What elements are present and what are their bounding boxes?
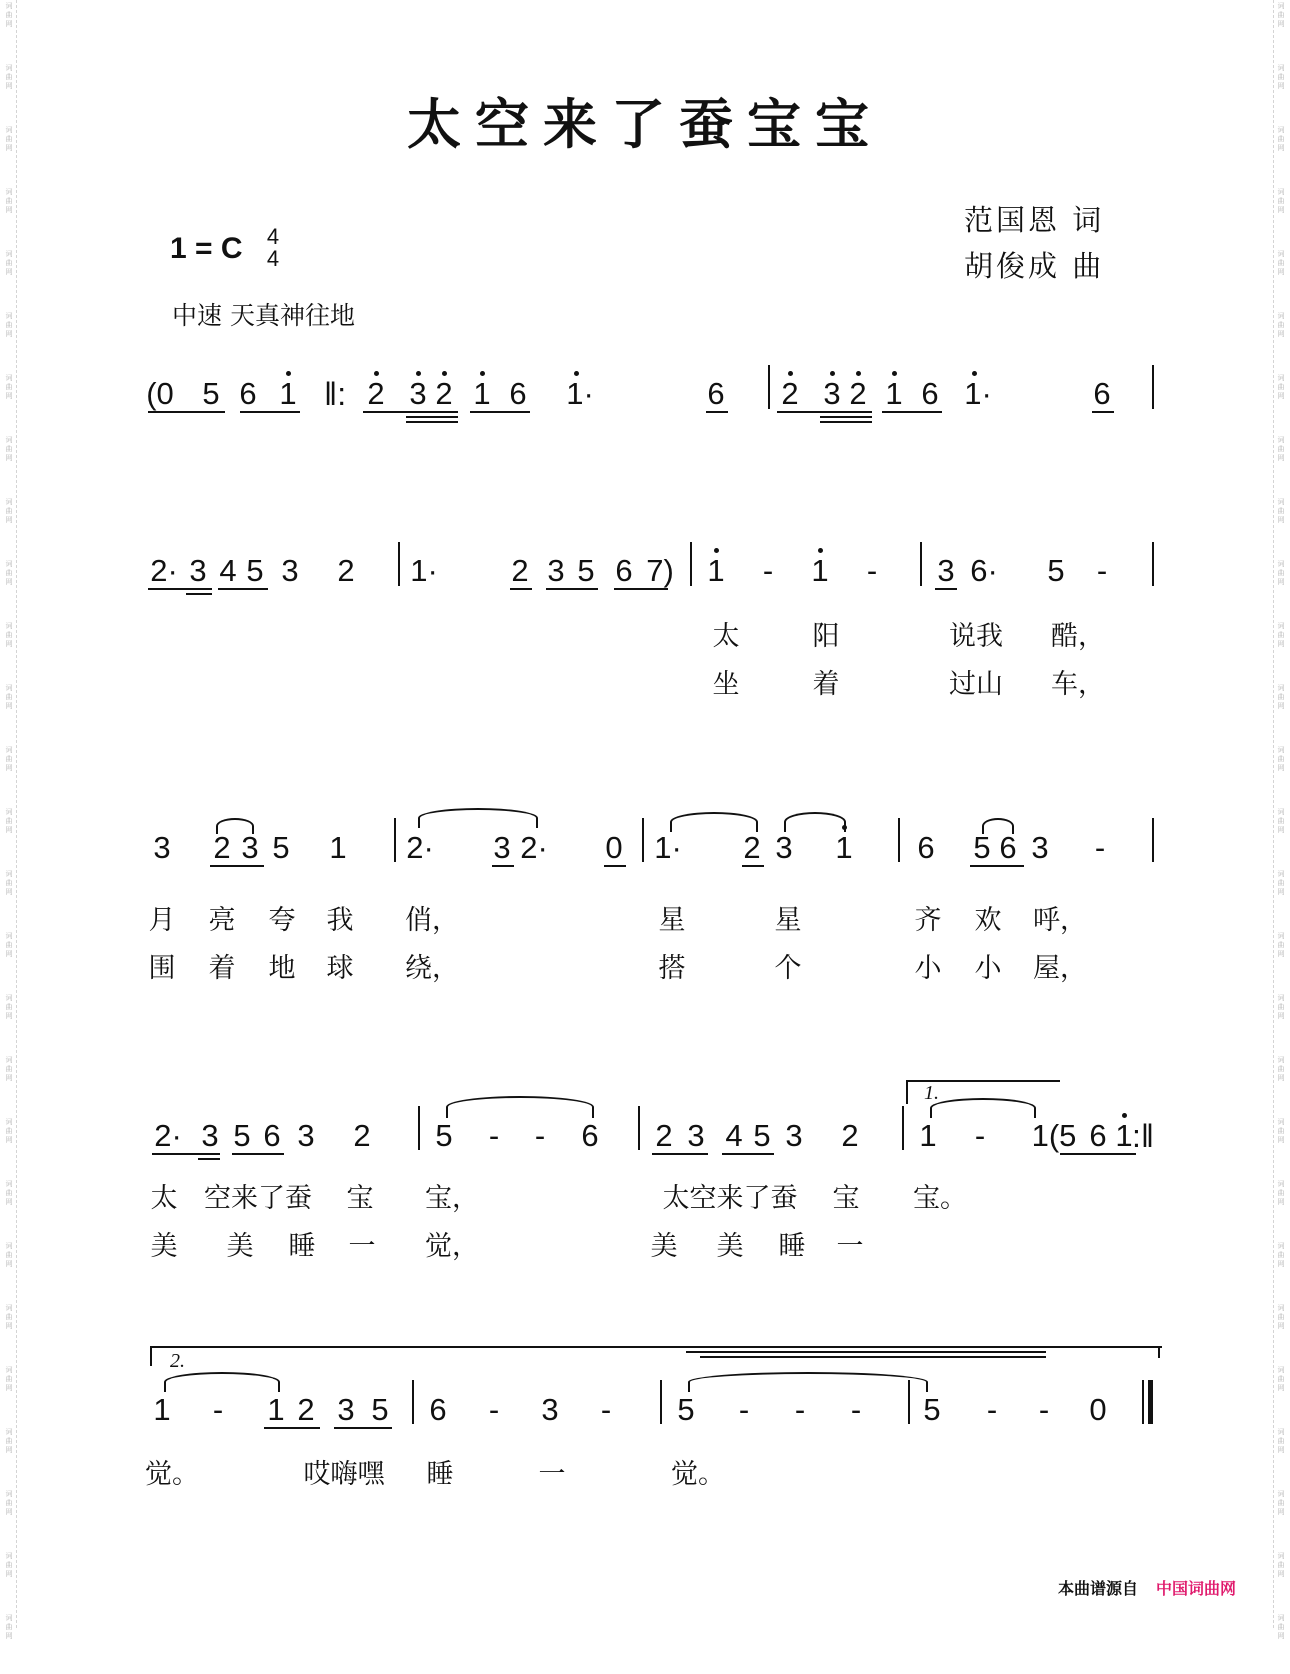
note: 2 <box>337 553 355 588</box>
note: 0 <box>605 830 623 865</box>
note: 3 <box>541 1392 559 1427</box>
note: 1 <box>707 553 725 588</box>
watermark-text: 词 曲 网 <box>5 1118 13 1144</box>
underline <box>148 411 225 413</box>
high-dot <box>892 371 897 376</box>
slur <box>930 1098 1036 1118</box>
composer-credit: 胡俊成 曲 <box>964 249 1105 283</box>
source-label: 本曲谱源自 <box>1058 1579 1139 1598</box>
watermark-text: 词 曲 网 <box>1277 1180 1285 1206</box>
underline <box>406 421 458 423</box>
watermark-text: 词 曲 网 <box>5 64 13 90</box>
note: 1 <box>329 830 347 865</box>
lyric: 围 <box>148 953 176 984</box>
lyric: 美 <box>226 1231 254 1262</box>
underline <box>232 1153 284 1155</box>
bar-line <box>418 1106 420 1150</box>
watermark-text: 词 曲 网 <box>5 2 13 28</box>
note: 3 <box>297 1118 315 1153</box>
note: 3 <box>823 376 841 411</box>
note: - <box>986 1392 998 1427</box>
watermark-text: 词 曲 网 <box>5 1490 13 1516</box>
lyric: 呼， <box>1033 905 1087 936</box>
lyric: 美 <box>650 1231 678 1262</box>
underline <box>820 421 872 423</box>
bar-line <box>394 818 396 862</box>
watermark-text: 词 曲 网 <box>1277 374 1285 400</box>
note: 3 <box>409 376 427 411</box>
watermark-text: 词 曲 网 <box>5 622 13 648</box>
watermark-text: 词 曲 网 <box>5 1304 13 1330</box>
lyric: 太 <box>150 1183 178 1214</box>
bar-line <box>920 542 922 586</box>
note: 3 <box>241 830 259 865</box>
watermark-text: 词 曲 网 <box>1277 126 1285 152</box>
note: 2 <box>435 376 453 411</box>
note: 1 <box>279 376 297 411</box>
watermark-text: 词 曲 网 <box>5 126 13 152</box>
lyric: 齐 <box>914 905 942 936</box>
lyric: 宝。 <box>913 1183 967 1214</box>
watermark-text: 词 曲 网 <box>5 560 13 586</box>
watermark-text: 词 曲 网 <box>1277 1428 1285 1454</box>
note: 1(5 <box>1031 1118 1077 1153</box>
lyric: 宝 <box>832 1183 860 1214</box>
watermark-text: 词 曲 网 <box>5 1366 13 1392</box>
note: 2 <box>297 1392 315 1427</box>
note: - <box>1096 553 1108 588</box>
watermark-text: 词 曲 网 <box>1277 684 1285 710</box>
second-ending-number: 2. <box>170 1350 185 1372</box>
watermark-text: 词 曲 网 <box>1277 932 1285 958</box>
source-site-link[interactable]: 中国词曲网 <box>1156 1579 1237 1598</box>
watermark-text: 词 曲 网 <box>1277 250 1285 276</box>
underline <box>186 593 212 595</box>
watermark-text: 词 曲 网 <box>5 994 13 1020</box>
lyric: 阳 <box>812 621 840 652</box>
high-dot <box>416 371 421 376</box>
watermark-text: 词 曲 网 <box>1277 188 1285 214</box>
watermark-text: 词 曲 网 <box>1277 1366 1285 1392</box>
watermark-text: 词 曲 网 <box>5 870 13 896</box>
watermark-text: 词 曲 网 <box>1277 870 1285 896</box>
watermark-text: 词 曲 网 <box>5 1242 13 1268</box>
underline <box>1092 411 1114 413</box>
lyric: 太空来了蚕 <box>662 1183 798 1214</box>
underline <box>363 411 458 413</box>
lyric: 夸 <box>268 905 296 936</box>
lyric: 觉， <box>425 1231 479 1262</box>
high-dot <box>818 548 823 553</box>
note: - <box>1038 1392 1050 1427</box>
song-title: 太空来了蚕宝宝 <box>407 92 883 156</box>
lyric: 宝， <box>425 1183 479 1214</box>
lyric: 个 <box>774 953 802 984</box>
slur <box>688 1372 928 1392</box>
note: 5 <box>753 1118 771 1153</box>
note: 5 <box>577 553 595 588</box>
high-dot <box>286 371 291 376</box>
high-dot <box>830 371 835 376</box>
note: 0 <box>1089 1392 1107 1427</box>
note: 1 <box>473 376 491 411</box>
lyric: 球 <box>326 953 354 984</box>
underline <box>935 588 957 590</box>
lyric: 美 <box>716 1231 744 1262</box>
watermark-text: 词 曲 网 <box>1277 436 1285 462</box>
note: 2 <box>213 830 231 865</box>
watermark-text: 词 曲 网 <box>5 250 13 276</box>
note: 2 <box>511 553 529 588</box>
lyric: 搭 <box>658 953 686 984</box>
lyric: 着 <box>208 953 236 984</box>
lyric: 觉。 <box>145 1459 199 1490</box>
note: 5 <box>272 830 290 865</box>
bar-line <box>642 818 644 862</box>
note: 1 <box>919 1118 937 1153</box>
note: 3 <box>937 553 955 588</box>
note: 6 <box>581 1118 599 1153</box>
watermark-text: 词 曲 网 <box>5 1428 13 1454</box>
note: 2 <box>367 376 385 411</box>
note: 6 <box>263 1118 281 1153</box>
note: 2 <box>849 376 867 411</box>
bar-line <box>1152 542 1154 586</box>
note: 6 <box>509 376 527 411</box>
lyric: 一 <box>538 1459 566 1490</box>
lyric: 一 <box>836 1231 864 1262</box>
lyric: 地 <box>268 953 296 984</box>
note: 5 <box>435 1118 453 1153</box>
note: (0 <box>146 376 174 411</box>
lyric: 睡 <box>426 1459 454 1490</box>
high-dot <box>972 371 977 376</box>
watermark-text: 词 曲 网 <box>1277 1056 1285 1082</box>
underline <box>406 416 458 418</box>
note: 5 <box>677 1392 695 1427</box>
fermata-line <box>686 1351 1046 1353</box>
lyric: 俏， <box>405 905 459 936</box>
repeat-end-sign: :‖ <box>1132 1118 1155 1154</box>
note: 1 <box>811 553 829 588</box>
lyricist-credit: 范国恩 词 <box>964 203 1105 237</box>
final-bar-thick <box>1148 1380 1153 1424</box>
fermata-line <box>686 1346 1046 1348</box>
lyric: 小 <box>974 953 1002 984</box>
note: 6 <box>707 376 725 411</box>
lyric: 车， <box>1051 669 1105 700</box>
underline <box>820 416 872 418</box>
lyric: 我 <box>326 905 354 936</box>
lyric: 说我 <box>949 621 1003 652</box>
watermark-text: 词 曲 网 <box>1277 560 1285 586</box>
time-signature-top: 4 <box>266 224 280 249</box>
watermark-text: 词 曲 网 <box>1277 1304 1285 1330</box>
underline <box>546 588 598 590</box>
watermark-text: 词 曲 网 <box>5 436 13 462</box>
note: 1 <box>835 830 853 865</box>
underline <box>148 588 212 590</box>
underline <box>604 865 626 867</box>
note: 2· <box>154 1118 182 1153</box>
underline <box>210 865 264 867</box>
bar-line <box>412 1380 414 1424</box>
watermark-text: 词 曲 网 <box>1277 312 1285 338</box>
note: 2· <box>150 553 178 588</box>
note: 6 <box>917 830 935 865</box>
slur <box>784 812 846 832</box>
underline <box>722 1153 774 1155</box>
bar-line <box>1152 818 1154 862</box>
note: 2 <box>655 1118 673 1153</box>
bar-line <box>1152 365 1154 409</box>
lyric: 星 <box>774 905 802 936</box>
note: 6 <box>1093 376 1111 411</box>
note: 5 <box>202 376 220 411</box>
note: 2 <box>743 830 761 865</box>
note: - <box>600 1392 612 1427</box>
watermark-text: 词 曲 网 <box>1277 498 1285 524</box>
note: 5 <box>973 830 991 865</box>
note: 2· <box>406 830 434 865</box>
bar-line <box>398 542 400 586</box>
note: 2 <box>353 1118 371 1153</box>
note: 1 <box>1115 1118 1133 1153</box>
note: 3 <box>281 553 299 588</box>
note: 2· <box>520 830 548 865</box>
note: - <box>488 1392 500 1427</box>
note: 1 <box>885 376 903 411</box>
lyric: 空来了蚕 <box>204 1183 312 1214</box>
note: 5 <box>246 553 264 588</box>
watermark-text: 词 曲 网 <box>5 746 13 772</box>
lyric: 睡 <box>288 1231 316 1262</box>
lyric: 欢 <box>974 905 1002 936</box>
lyric: 哎嗨嘿 <box>303 1459 385 1490</box>
slur <box>164 1372 280 1392</box>
watermark-text: 词 曲 网 <box>1277 994 1285 1020</box>
underline <box>470 411 530 413</box>
note: 4 <box>725 1118 743 1153</box>
note: - <box>850 1392 862 1427</box>
note: 5 <box>1047 553 1065 588</box>
bar-line <box>902 1106 904 1150</box>
watermark-text: 词 曲 网 <box>1277 1242 1285 1268</box>
underline <box>510 588 532 590</box>
note: - <box>762 553 774 588</box>
lyric: 月 <box>148 905 176 936</box>
slur <box>216 818 254 834</box>
lyric: 酷， <box>1051 621 1105 652</box>
watermark-text: 词 曲 网 <box>5 1180 13 1206</box>
lyric: 着 <box>812 669 840 700</box>
note: 7) <box>646 553 674 588</box>
note: 3 <box>201 1118 219 1153</box>
key-signature: 1 = C <box>170 232 243 265</box>
high-dot <box>856 371 861 376</box>
bar-line <box>690 542 692 586</box>
slur <box>446 1096 594 1118</box>
bar-line <box>660 1380 662 1424</box>
note: 1· <box>410 553 438 588</box>
underline <box>742 865 764 867</box>
time-signature-bottom: 4 <box>266 246 280 271</box>
note: 3 <box>1031 830 1049 865</box>
fermata-line <box>700 1356 1046 1358</box>
note: 5 <box>371 1392 389 1427</box>
note: 6 <box>921 376 939 411</box>
note: 1 <box>267 1392 285 1427</box>
note: 4 <box>219 553 237 588</box>
lyric: 过山 <box>949 669 1003 700</box>
lyric: 太 <box>712 621 740 652</box>
underline <box>706 411 728 413</box>
watermark-text: 词 曲 网 <box>1277 808 1285 834</box>
bar-line <box>898 818 900 862</box>
high-dot <box>442 371 447 376</box>
note: 5 <box>233 1118 251 1153</box>
note: 3 <box>153 830 171 865</box>
note: 3 <box>687 1118 705 1153</box>
watermark-text: 词 曲 网 <box>1277 746 1285 772</box>
note: 3 <box>547 553 565 588</box>
watermark-strip-right <box>1273 0 1288 1640</box>
lyric: 星 <box>658 905 686 936</box>
bar-line <box>908 1380 910 1424</box>
underline <box>777 411 872 413</box>
first-ending-number: 1. <box>924 1082 939 1104</box>
note: 1 <box>153 1392 171 1427</box>
note: - <box>794 1392 806 1427</box>
high-dot <box>788 371 793 376</box>
high-dot <box>714 548 719 553</box>
watermark-text: 词 曲 网 <box>5 932 13 958</box>
watermark-text: 词 曲 网 <box>1277 1614 1285 1640</box>
high-dot <box>480 371 485 376</box>
note: - <box>488 1118 500 1153</box>
watermark-text: 词 曲 网 <box>1277 1490 1285 1516</box>
underline <box>652 1153 708 1155</box>
note: 1· <box>964 376 992 411</box>
slur <box>670 812 758 832</box>
second-ending-bracket-end <box>1158 1346 1160 1358</box>
lyric: 一 <box>348 1231 376 1262</box>
note: 1· <box>654 830 682 865</box>
note: 6 <box>999 830 1017 865</box>
lyric: 宝 <box>346 1183 374 1214</box>
note: 2 <box>781 376 799 411</box>
note: 6 <box>1089 1118 1107 1153</box>
watermark-text: 词 曲 网 <box>1277 1118 1285 1144</box>
note: 6 <box>615 553 633 588</box>
note: 3 <box>775 830 793 865</box>
note: - <box>1094 830 1106 865</box>
watermark-text: 词 曲 网 <box>5 374 13 400</box>
note: 5 <box>923 1392 941 1427</box>
lyric: 绕， <box>405 953 459 984</box>
high-dot <box>574 371 579 376</box>
note: 3 <box>189 553 207 588</box>
watermark-text: 词 曲 网 <box>1277 1552 1285 1578</box>
time-signature <box>262 226 284 270</box>
slur <box>418 808 538 828</box>
note: - <box>212 1392 224 1427</box>
note: 6 <box>239 376 257 411</box>
watermark-text: 词 曲 网 <box>5 1614 13 1640</box>
watermark-text: 词 曲 网 <box>5 684 13 710</box>
note: 2 <box>841 1118 859 1153</box>
note: - <box>738 1392 750 1427</box>
lyric: 屋， <box>1033 953 1087 984</box>
watermark-text: 词 曲 网 <box>5 188 13 214</box>
underline <box>198 1158 220 1160</box>
note: 6· <box>970 553 998 588</box>
bar-line <box>638 1106 640 1150</box>
underline <box>264 1427 320 1429</box>
note: 3 <box>785 1118 803 1153</box>
watermark-text: 词 曲 网 <box>5 498 13 524</box>
underline <box>218 588 268 590</box>
final-bar-thin <box>1142 1380 1144 1424</box>
underline <box>152 1153 220 1155</box>
underline <box>334 1427 392 1429</box>
watermark-strip-left <box>2 0 17 1640</box>
underline <box>1060 1153 1136 1155</box>
note: - <box>534 1118 546 1153</box>
note: 3 <box>493 830 511 865</box>
underline <box>970 865 1024 867</box>
lyric: 小 <box>914 953 942 984</box>
slur <box>982 818 1014 834</box>
watermark-text: 词 曲 网 <box>5 1552 13 1578</box>
lyric: 觉。 <box>671 1459 725 1490</box>
note: 1· <box>566 376 594 411</box>
lyric: 睡 <box>778 1231 806 1262</box>
watermark-text: 词 曲 网 <box>5 1056 13 1082</box>
lyric: 亮 <box>208 905 236 936</box>
tempo-marking: 中速 天真神往地 <box>172 301 355 330</box>
note: - <box>866 553 878 588</box>
watermark-text: 词 曲 网 <box>5 312 13 338</box>
lyric: 坐 <box>712 669 740 700</box>
watermark-text: 词 曲 网 <box>1277 2 1285 28</box>
note: - <box>974 1118 986 1153</box>
underline <box>240 411 300 413</box>
source-footer <box>1058 1576 1236 1599</box>
lyric: 美 <box>150 1231 178 1262</box>
watermark-text: 词 曲 网 <box>1277 622 1285 648</box>
underline <box>614 588 668 590</box>
high-dot <box>1122 1113 1127 1118</box>
repeat-start-sign: ‖: <box>324 376 347 412</box>
note: 3 <box>337 1392 355 1427</box>
watermark-text: 词 曲 网 <box>5 808 13 834</box>
underline <box>882 411 942 413</box>
underline <box>492 865 514 867</box>
watermark-text: 词 曲 网 <box>1277 64 1285 90</box>
bar-line <box>768 365 770 409</box>
note: 6 <box>429 1392 447 1427</box>
high-dot <box>374 371 379 376</box>
